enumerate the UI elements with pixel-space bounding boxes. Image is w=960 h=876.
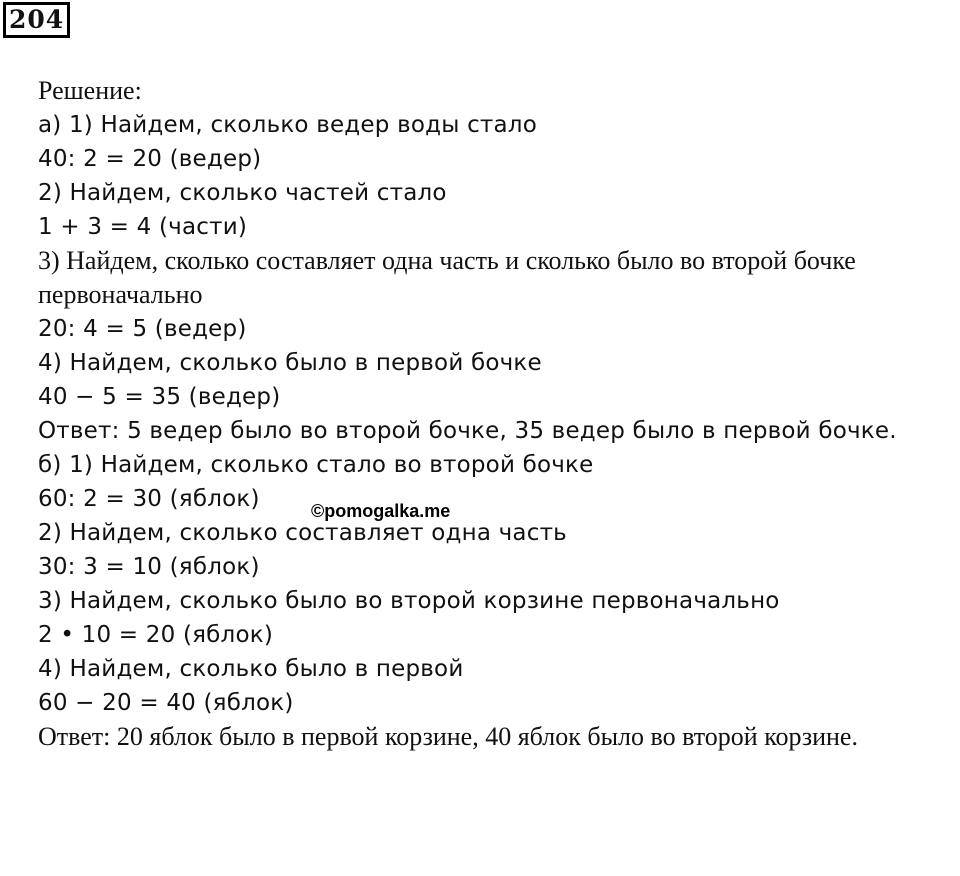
solution-line: а) 1) Найдем, сколько ведер воды стало — [38, 112, 537, 138]
solution-line: 1 + 3 = 4 (части) — [38, 214, 248, 240]
solution-line: 3) Найдем, сколько было во второй корзине первоначально — [38, 588, 780, 614]
answer-line: Ответ: 5 ведер было во второй бочке, 35 ведер было в первой бочке. — [38, 418, 897, 444]
solution-line: 2) Найдем, сколько составляет одна часть — [38, 520, 567, 546]
solution-line: 60 − 20 = 40 (яблок) — [38, 690, 294, 716]
solution-line: 3) Найдем, сколько составляет одна часть и сколько было во второй бочке — [38, 246, 856, 275]
solution-line: Решение: — [38, 76, 142, 105]
solution-line: 20: 4 = 5 (ведер) — [38, 316, 247, 342]
solution-line: 2 • 10 = 20 (яблок) — [38, 622, 273, 648]
solution-line: 40: 2 = 20 (ведер) — [38, 146, 262, 172]
solution-line: 2) Найдем, сколько частей стало — [38, 180, 447, 206]
watermark: ©pomogalka.me — [311, 501, 451, 521]
solution-text — [0, 74, 960, 754]
solution-line: б) 1) Найдем, сколько стало во второй бочке — [38, 452, 594, 478]
solution-line: первоначально — [38, 280, 203, 309]
problem-number: 204 — [3, 2, 70, 38]
solution-line: 30: 3 = 10 (яблок) — [38, 554, 260, 580]
solution-line: 40 − 5 = 35 (ведер) — [38, 384, 281, 410]
solution-line: 4) Найдем, сколько было в первой бочке — [38, 350, 542, 376]
solution-line: 4) Найдем, сколько было в первой — [38, 656, 464, 682]
solution-line: 60: 2 = 30 (яблок) — [38, 486, 260, 512]
answer-line: Ответ: 20 яблок было в первой корзине, 40 яблок было во второй корзине. — [38, 722, 858, 751]
